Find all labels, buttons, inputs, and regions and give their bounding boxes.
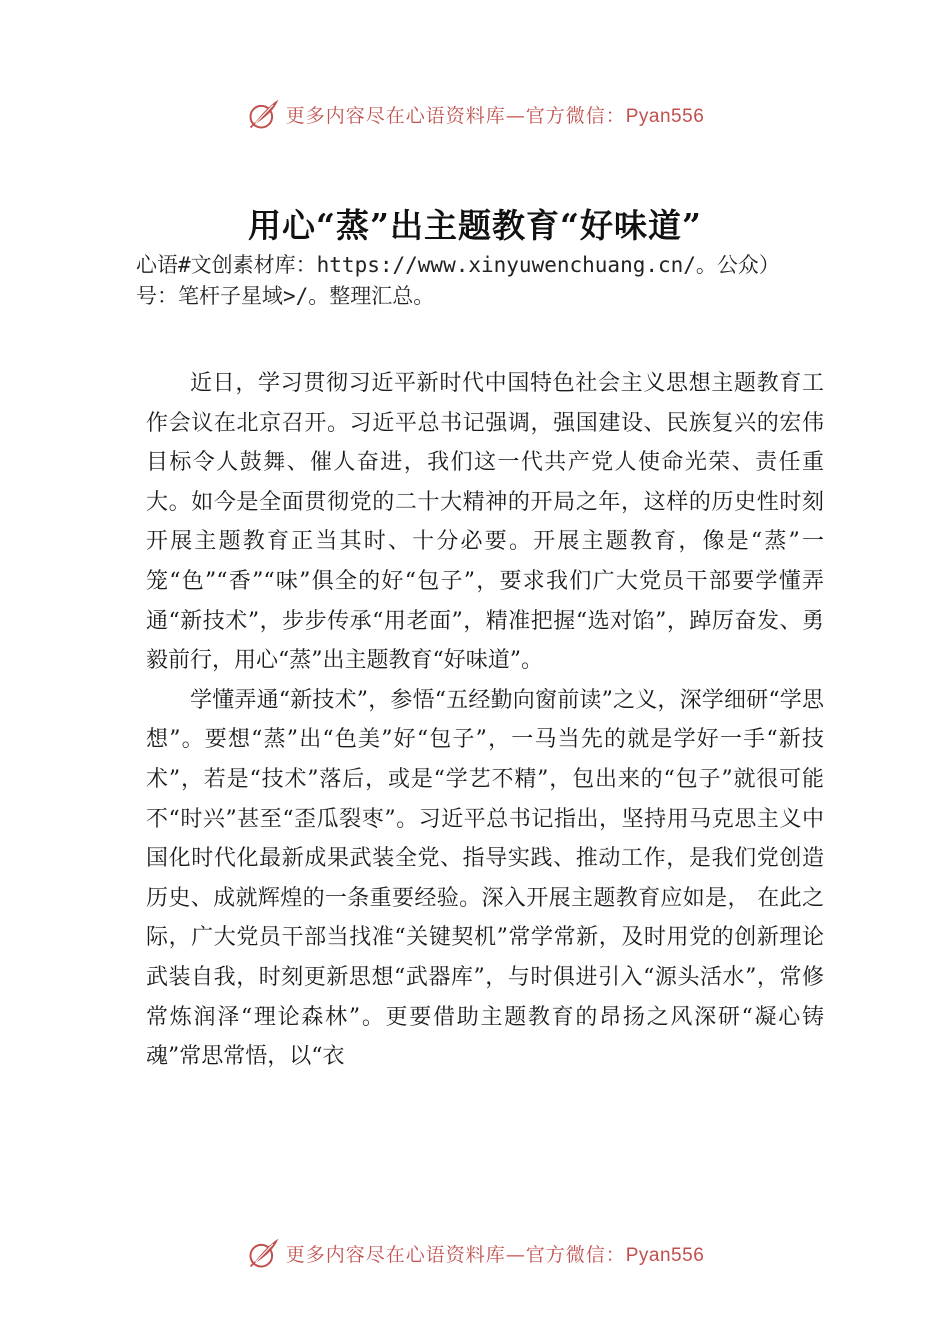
footer-banner [0,1233,950,1273]
body-paragraph: 学懂弄通“新技术”，参悟“五经勤向窗前读”之义，深学细研“学思想”。要想“蒸”出“色美”好“包子”，一马当先的就是学好一手“新技术”，若是“技术”落后，或是“学艺不精”，包出来的“包子”就很可能不“时兴”甚至“歪瓜裂枣”。习近平总书记指出，坚持用马克思主义中国化时代化最新成果武装全党、指导实践、推动工作，是我们党创造历史、成就辉煌的一条重要经验。深入开展主题教育应如是， 在此之际，广大党员干部当找准“关键契机”常学常新，及时用党的创新理论武装自我，时刻更新思想“武器库”，与时俱进引入“源头活水”，常修常炼润泽“理论森林”。更要借助主题教育的昂扬之风深研“凝心铸魂”常思常悟，以“衣 [146,687,824,1070]
header-banner [0,94,950,134]
document-title: 用心“蒸”出主题教育“好味道” [248,206,702,245]
banner-slogan: 更多内容尽在心语资料库—官方微信： [285,104,626,127]
banner-text [286,1240,705,1267]
banner-slogan: 更多内容尽在心语资料库—官方微信： [285,1243,626,1266]
quill-logo-icon [246,96,282,132]
source-note: 心语#文创素材库：https://www.xinyuwenchuang.cn/。公众）号：笔杆子星域>/。整理汇总。 [136,253,780,308]
banner-handle: Pyan556 [625,105,705,127]
quill-logo-icon [246,1235,282,1271]
document-body [146,364,824,1077]
body-paragraph: 近日，学习贯彻习近平新时代中国特色社会主义思想主题教育工作会议在北京召开。习近平总书记强调，强国建设、民族复兴的宏伟目标令人鼓舞、催人奋进，我们这一代共产党人使命光荣、责任重大。如今是全面贯彻党的二十大精神的开局之年，这样的历史性时刻开展主题教育正当其时、十分必要。开展主题教育，像是“蒸”一笼“色”“香”“味”俱全的好“包子”，要求我们广大党员干部要学懂弄通“新技术”，步步传承“用老面”，精准把握“选对馅”，踔厉奋发、勇毅前行，用心“蒸”出主题教育“好味道”。 [146,371,824,674]
banner-text [286,101,705,128]
banner-handle: Pyan556 [625,1244,705,1266]
